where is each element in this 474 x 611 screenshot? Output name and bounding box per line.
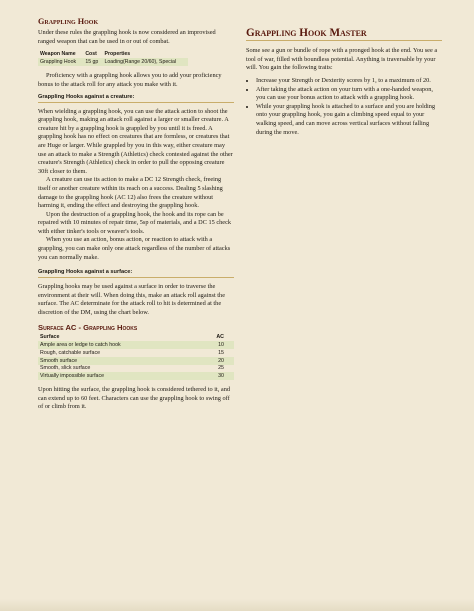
- proficiency-paragraph: Proficiency with a grappling hook allows you to add your proficiency bonus to the attack roll for any attack you make with it.: [38, 72, 222, 88]
- weapon-cost-cell: 15 gp: [85, 59, 99, 66]
- creature-paragraph-3: Upon the destruction of a grappling hook, the hook and its rope can be repaired with 10 minutes of repair time, 5sp of materials, and a DC 15 check with either tinker's tools or weaver's tools.: [38, 210, 232, 235]
- section-title-grappling-hook: Grappling Hook: [38, 17, 99, 26]
- table-row: [38, 341, 234, 349]
- list-item: • After taking the attack action on your turn with a one-handed weapon, you can use your bonus action to attack with a grappling hook.: [256, 86, 442, 103]
- surface-paragraph-1: Grappling hooks may be used against a surface in order to traverse the environment at their will. When doing this, make an attack roll against the surface. The AC determinate for the attack roll to hit is determined at the discretion of the DM, using the chart below.: [38, 283, 225, 317]
- left-column: [38, 18, 234, 412]
- surface-ac-table: [38, 333, 234, 380]
- weapon-table: [38, 50, 188, 66]
- table-row: [38, 58, 188, 66]
- table-row: [38, 349, 234, 357]
- table-row: [38, 365, 234, 373]
- ac-cell: 30: [218, 373, 224, 380]
- traits-list: [246, 77, 442, 137]
- right-column: [246, 18, 442, 137]
- ac-cell: 15: [218, 349, 224, 356]
- subheading-creature: Grappling Hooks against a creature:: [38, 94, 234, 103]
- weapon-properties-cell: Loading(Range 20/60), Special: [104, 59, 177, 66]
- subheading-surface: Grappling Hooks against a surface:: [38, 269, 234, 278]
- creature-paragraph-2: A creature can use its action to make a DC 12 Strength check, freeing itself or another creature within its reach on a success. Dealing 5 slashing damage to the grappling hook (AC 12) also frees the creature without harming it, ending the effect and destroying the grappling hook.: [38, 176, 223, 210]
- surface-cell: Rough, catchable surface: [40, 349, 101, 356]
- ac-cell: 20: [218, 357, 224, 364]
- weapon-table-header: [38, 50, 188, 58]
- surface-cell: Smooth surface: [40, 357, 78, 364]
- surface-cell: Smooth, slick surface: [40, 365, 91, 372]
- intro-paragraph: Under these rules the grappling hook is now considered an improvised ranged weapon that can be used in or out of combat.: [38, 29, 216, 45]
- weapon-header-properties: Properties: [104, 51, 131, 58]
- ac-table-header: [38, 333, 234, 341]
- list-item: • Increase your Strength or Dexterity scores by 1, to a maximum of 20.: [256, 77, 442, 86]
- section-title-grappling-hook-master: Grappling Hook Master: [246, 28, 442, 41]
- weapon-header-cost: Cost: [85, 51, 97, 58]
- surface-paragraph-2: Upon hitting the surface, the grappling hook is considered tethered to it, and can extend up to 60 feet. Characters can use the grappling hook to swing off of or climb from it.: [38, 386, 231, 411]
- table-row: [38, 357, 234, 365]
- ac-header-surface: Surface: [40, 334, 60, 341]
- weapon-name-cell: Grappling Hook: [40, 59, 77, 66]
- ac-table-title: Surface AC - Grappling Hooks: [38, 322, 138, 332]
- surface-cell: Ample area or ledge to catch hook: [40, 342, 121, 349]
- table-row: [38, 372, 234, 380]
- master-intro-paragraph: Some see a gun or bundle of rope with a pronged hook at the end. You see a tool of war, filled with boundless potential. Anything is traversable by your will. You gain the following traits:: [246, 47, 438, 72]
- creature-paragraph-4: When you use an action, bonus action, or reaction to attack with a grappling, you can make only one attack regardless of the number of attacks you can normally make.: [38, 236, 231, 261]
- page-footer-decoration: [0, 599, 474, 611]
- list-item: • While your grappling hook is attached to a surface and you are holding onto your grappling hook, you gain a climbing speed equal to your walking speed, and can move across vertical surfaces without falling during the move.: [256, 103, 442, 137]
- ac-cell: 10: [218, 342, 224, 349]
- ac-cell: 25: [218, 365, 224, 372]
- ac-header-ac: AC: [216, 334, 224, 341]
- surface-cell: Virtually impossible surface: [40, 373, 105, 380]
- weapon-header-name: Weapon Name: [40, 51, 76, 58]
- creature-paragraph-1: When wielding a grappling hook, you can use the attack action to shoot the grappling hook, making an attack roll against a larger or smaller creature. A creature hit by a grappling hook is grappled by you until it is freed. A grappling hook has no effect on creatures that are formless, or creatures that are Huge or larger. While grappled by you in this way, either creature may use an attack to make a Strength (Athletics) check contested against the other creature's Strength (Athletics) check in order to pull the opposing creature 30ft closer to them.: [38, 107, 233, 175]
